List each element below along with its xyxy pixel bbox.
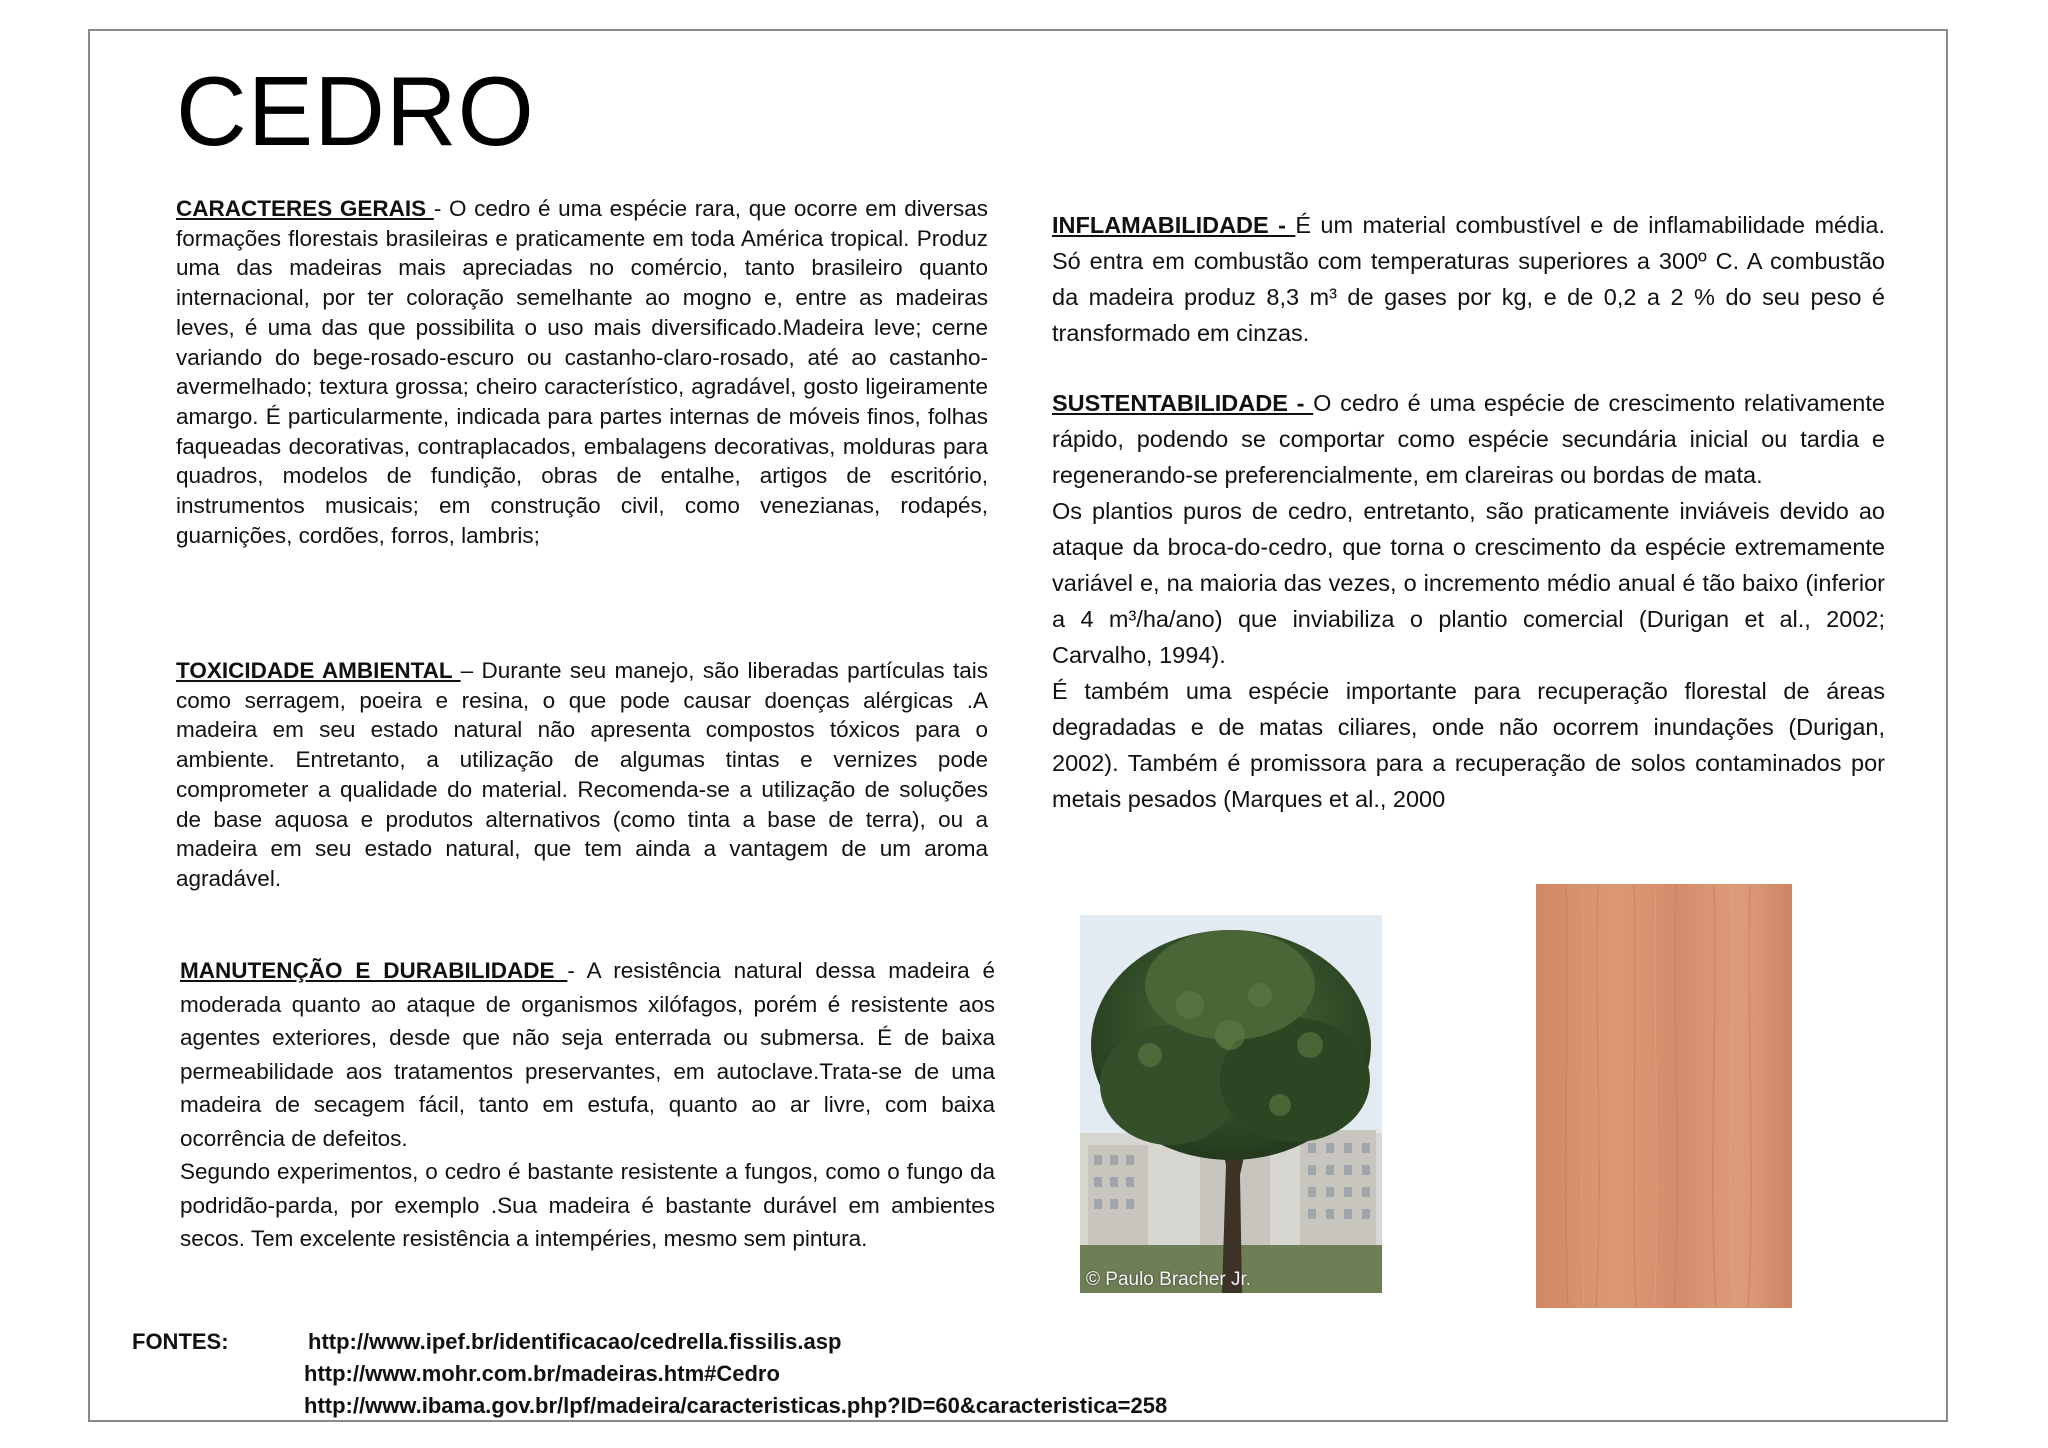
section-text: É um material combustível e de inflamabilidade média. Só entra em combustão com temperaturas superiores a 300º C. A combustão da madeira produz 8,3 m³ de gases por kg, e de 0,2 a 2 % do seu peso é transformado em cinzas.	[1052, 212, 1885, 346]
page-title: CEDRO	[176, 56, 535, 166]
section-caracteres-gerais	[176, 194, 988, 550]
source-link[interactable]: http://www.mohr.com.br/madeiras.htm#Cedro	[304, 1361, 780, 1386]
section-manutencao-durabilidade	[180, 954, 995, 1256]
cedar-tree-photo	[1080, 915, 1382, 1293]
section-heading: CARACTERES GERAIS	[176, 196, 434, 221]
section-toxicidade-ambiental	[176, 656, 988, 894]
section-inflamabilidade	[1052, 207, 1885, 351]
section-heading: SUSTENTABILIDADE -	[1052, 390, 1314, 416]
section-text: - O cedro é uma espécie rara, que ocorre em diversas formações florestais brasileiras e praticamente em toda América tropical. Produz uma das madeiras mais apreciadas no comércio, tanto brasileiro quanto internacional, por ter coloração semelhante ao mogno e, entre as madeiras leves, é uma das que possibilita o uso mais diversificado.Madeira leve; cerne variando do bege-rosado-escuro ou castanho-claro-rosado, até ao castanho-avermelhado; textura grossa; cheiro característico, agradável, gosto ligeiramente amargo. É particularmente, indicada para partes internas de móveis finos, folhas faqueadas decorativas, contraplacados, embalagens decorativas, molduras para quadros, modelos de fundição, obras de entalhe, artigos de escritório, instrumentos musicais; em construção civil, como venezianas, rodapés, guarnições, cordões, forros, lambris;	[176, 196, 988, 548]
source-link[interactable]: http://www.ipef.br/identificacao/cedrella.fissilis.asp	[308, 1329, 842, 1354]
section-text-2: Os plantios puros de cedro, entretanto, são praticamente inviáveis devido ao ataque da broca-do-cedro, que torna o crescimento da espécie extremamente variável e, na maioria das vezes, o incremento médio anual é tão baixo (inferior a 4 m³/ha/ano) que inviabiliza o plantio comercial (Durigan et al., 2002; Carvalho, 1994).	[1052, 498, 1885, 668]
section-text: - A resistência natural dessa madeira é moderada quanto ao ataque de organismos xilófagos, porém é resistente aos agentes exteriores, desde que não seja enterrada ou submersa. É de baixa permeabilidade aos tratamentos preservantes, em autoclave.Trata-se de uma madeira de secagem fácil, tanto em estufa, quanto ao ar livre, com baixa ocorrência de defeitos.	[180, 958, 995, 1151]
section-sustentabilidade	[1052, 385, 1885, 817]
section-text: – Durante seu manejo, são liberadas partículas tais como serragem, poeira e resina, o que pode causar doenças alérgicas .A madeira em seu estado natural não apresenta compostos tóxicos para o ambiente. Entretanto, a utilização de algumas tintas e vernizes pode comprometer a qualidade do material. Recomenda-se a utilização de soluções de base aquosa e produtos alternativos (como tinta a base de terra), ou a madeira em seu estado natural, que tem ainda a vantagem de um aroma agradável.	[176, 658, 988, 891]
sources-label: FONTES:	[132, 1329, 229, 1354]
photo-credit: © Paulo Bracher Jr.	[1086, 1269, 1252, 1290]
section-heading: MANUTENÇÃO E DURABILIDADE	[180, 958, 568, 983]
section-text-3: É também uma espécie importante para recuperação florestal de áreas degradadas e de matas ciliares, onde não ocorrem inundações (Durigan, 2002). Também é promissora para a recuperação de solos contaminados por metais pesados (Marques et al., 2000	[1052, 678, 1885, 812]
section-text-2: Segundo experimentos, o cedro é bastante resistente a fungos, como o fungo da podridão-parda, por exemplo .Sua madeira é bastante durável em ambientes secos. Tem excelente resistência a intempéries, mesmo sem pintura.	[180, 1159, 995, 1251]
section-heading: TOXICIDADE AMBIENTAL	[176, 658, 461, 683]
cedar-wood-sample	[1536, 884, 1792, 1308]
source-link[interactable]: http://www.ibama.gov.br/lpf/madeira/caracteristicas.php?ID=60&caracteristica=258	[304, 1393, 1168, 1418]
sources-list	[304, 1326, 1167, 1422]
section-text: O cedro é uma espécie de crescimento relativamente rápido, podendo se comportar como espécie secundária inicial ou tardia e regenerando-se preferencialmente, em clareiras ou bordas de mata.	[1052, 390, 1885, 488]
section-heading: INFLAMABILIDADE -	[1052, 212, 1296, 238]
